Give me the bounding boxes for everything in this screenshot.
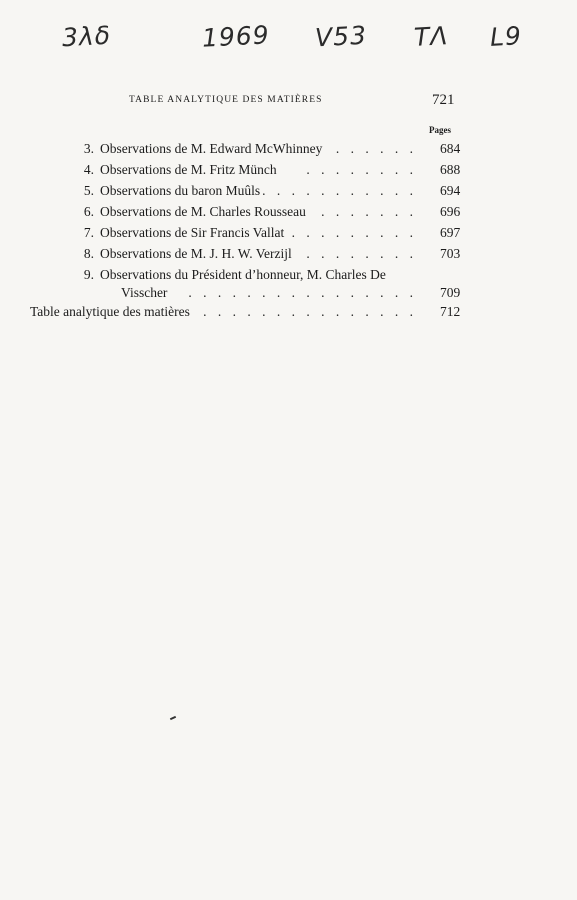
toc-entry [0,160,577,180]
entry-title: Table analytique des matières [30,304,190,319]
entry-page: 697 [440,225,461,240]
running-head-title: TABLE ANALYTIQUE DES MATIÈRES [129,95,323,105]
handwritten-code-3: V53 [314,20,368,53]
pages-column-label: Pages [429,125,451,135]
toc-entry [0,139,577,159]
entry-page: 696 [440,204,461,219]
entry-number: 8. [83,246,94,261]
entry-page: 694 [440,183,461,198]
entry-title: Observations de M. Edward McWhinney [100,141,323,156]
dot-leader: . . . . . . . [321,204,417,219]
toc-entry [0,223,577,243]
handwritten-code-1: 3λδ [61,20,112,53]
entry-title: Observations de Sir Francis Vallat [100,225,285,240]
handwritten-code-2: 1969 [201,20,271,53]
entry-title: Observations de M. Fritz Münch [100,162,277,177]
entry-page: 712 [440,304,461,319]
entry-number: 5. [83,183,94,198]
entry-title: Observations de M. Charles Rousseau [100,204,306,219]
dot-leader: . . . . . . . . . . . [262,183,417,198]
entry-title: Observations du baron Muûls [100,183,261,198]
toc-entry-final [0,302,577,322]
dot-leader: . . . . . . . . . . . . . . . [203,304,417,319]
toc-entry [0,181,577,201]
entry-number: 6. [83,204,94,219]
entry-page: 688 [440,162,461,177]
ink-speck [170,716,176,720]
entry-page: 703 [440,246,461,261]
handwritten-code-4: TΛ [413,21,450,52]
entry-page: 709 [440,285,461,300]
dot-leader: . . . . . . . . [306,246,417,261]
entry-title: Observations du Président d’honneur, M. Charles De [100,267,386,282]
entry-number: 9. [83,267,94,282]
entry-number: 4. [83,162,94,177]
handwritten-code-5: L9 [489,21,523,52]
handwritten-catalog-annotation [0,22,577,62]
entry-title: Observations de M. J. H. W. Verzijl [100,246,292,261]
entry-title-continuation: Visscher [121,285,168,300]
toc-entry [0,244,577,264]
running-head [0,92,577,112]
toc-entry-continuation [0,283,577,303]
entry-number: 3. [83,141,94,156]
dot-leader: . . . . . . [335,141,417,156]
entry-number: 7. [83,225,94,240]
toc-entry [0,202,577,222]
toc-entry [0,265,577,285]
dot-leader: . . . . . . . . [306,162,417,177]
running-head-page-number: 721 [432,92,455,108]
dot-leader: . . . . . . . . . [291,225,417,240]
entry-page: 684 [440,141,461,156]
dot-leader: . . . . . . . . . . . . . . . . [188,285,417,300]
